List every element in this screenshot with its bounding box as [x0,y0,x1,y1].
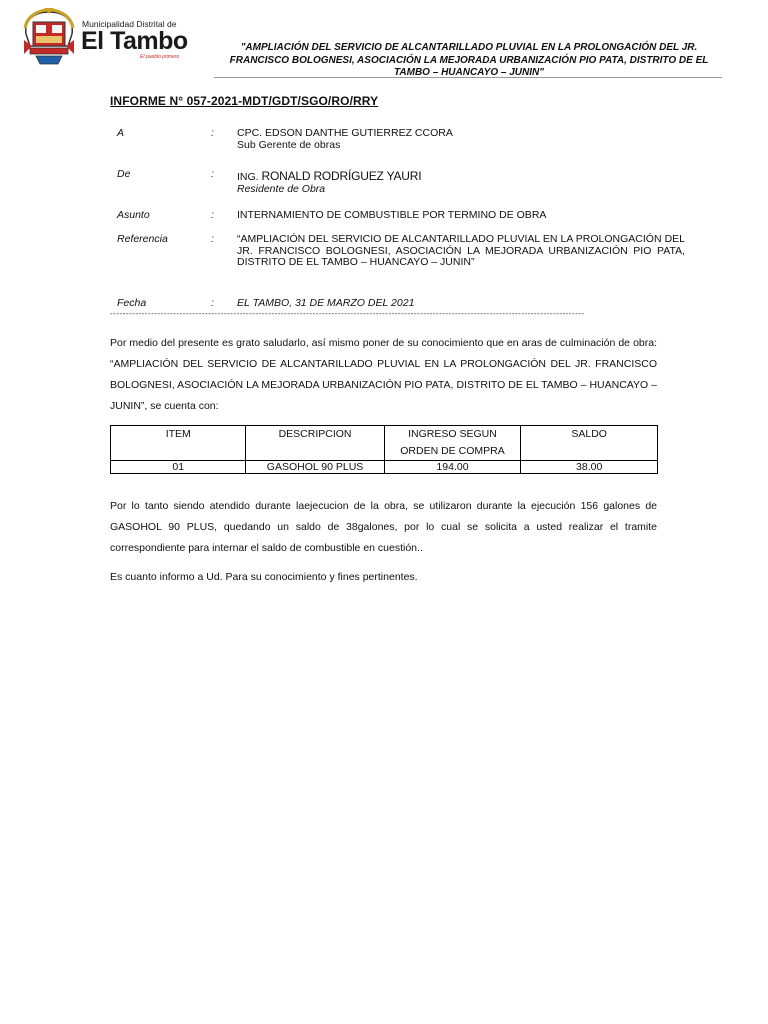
field-asunto-label: Asunto [117,209,150,221]
header-divider [214,77,722,78]
field-de [117,169,687,195]
municipality-name: El Tambo [81,27,188,55]
cell-item: 01 [111,461,246,474]
field-referencia-colon: : [211,233,214,245]
field-fecha-label: Fecha [117,297,147,309]
informe-number: INFORME N° 057-2021-MDT/GDT/SGO/RO/RRY [110,94,379,108]
header-item: ITEM [111,426,246,461]
dashed-divider: ------------------------------------------------------------------------------------------------------------------------------------------------------ [110,309,585,318]
recipient-name: CPC. EDSON DANTHE GUTIERREZ CCORA [237,127,453,139]
field-referencia-label: Referencia [117,233,168,245]
municipality-logo [22,8,192,68]
body-paragraph-usage: Por lo tanto siendo atendido durante laejecucion de la obra, se utilizaron durante la ejecución 156 galones de GASOHOL 90 PLUS, quedando un saldo de 38galones, por lo cual se solicita a usted realizar el tramite correspondiente para internar el saldo de combustible en cuestión.. [110,500,657,554]
header-saldo: SALDO [521,426,658,461]
field-a-colon: : [211,127,214,139]
header-ingreso [384,426,521,461]
cell-descripcion: GASOHOL 90 PLUS [246,461,384,474]
table-header-row [111,426,658,461]
municipality-small-label: Municipalidad Distrital de [82,19,177,29]
subject-value: INTERNAMIENTO DE COMBUSTIBLE POR TERMINO DE OBRA [237,209,547,221]
field-asunto [117,210,687,224]
field-a-value [237,128,685,151]
closing-line: Es cuanto informo a Ud. Para su conocimiento y fines pertinentes. [110,571,418,583]
cell-ingreso: 194.00 [384,461,521,474]
date-value: EL TAMBO, 31 DE MARZO DEL 2021 [237,297,415,309]
reference-value: “AMPLIACIÓN DEL SERVICIO DE ALCANTARILLADO PLUVIAL EN LA PROLONGACIÓN DEL JR. FRANCISCO BOLOGNESI, ASOCIACIÓN LA MEJORADA URBANIZACIÓN PIO PATA, DISTRITO DE EL TAMBO – HUANCAYO – JUNIN” [237,233,685,268]
field-fecha-colon: : [211,297,214,309]
field-asunto-colon: : [211,209,214,221]
fuel-table [110,425,658,474]
header-ingreso-line2: ORDEN DE COMPRA [400,445,505,457]
header-ingreso-line1: INGRESO SEGUN [408,428,497,440]
sender-title: Residente de Obra [237,183,326,195]
table-row [111,461,658,474]
field-de-value [237,169,685,196]
municipality-slogan: El pueblo primero [140,54,180,60]
sender-name: RONALD RODRÍGUEZ YAURI [261,169,422,183]
field-a [117,128,687,152]
field-de-colon: : [211,168,214,180]
field-referencia [117,234,687,286]
field-a-label: A [117,127,125,139]
municipal-shield-icon [22,8,76,66]
recipient-title: Sub Gerente de obras [237,138,341,151]
cell-saldo: 38.00 [521,461,658,474]
field-de-label: De [117,168,131,180]
body-paragraph-intro: Por medio del presente es grato saludarlo, así mismo poner de su conocimiento que en aras de culminación de obra: “AMPLIACIÓN DEL SERVICIO DE ALCANTARILLADO PLUVIAL EN LA PROLONGACIÓN DEL JR. FRANCISCO BOLOGNESI, ASOCIACIÓN LA MEJORADA URBANIZACIÓN PIO PATA, DISTRITO DE EL TAMBO – HUANCAYO – JUNIN”, se cuenta con: [110,337,657,412]
header-descripcion: DESCRIPCION [246,426,384,461]
sender-prefix: ING. [237,171,259,183]
project-title-header: "AMPLIACIÓN DEL SERVICIO DE ALCANTARILLADO PLUVIAL EN LA PROLONGACIÓN DEL JR. FRANCISCO BOLOGNESI, ASOCIACIÓN LA MEJORADA URBANIZACIÓN PIO PATA, DISTRITO DE EL TAMBO – HUANCAYO – JUNIN" [229,42,709,78]
